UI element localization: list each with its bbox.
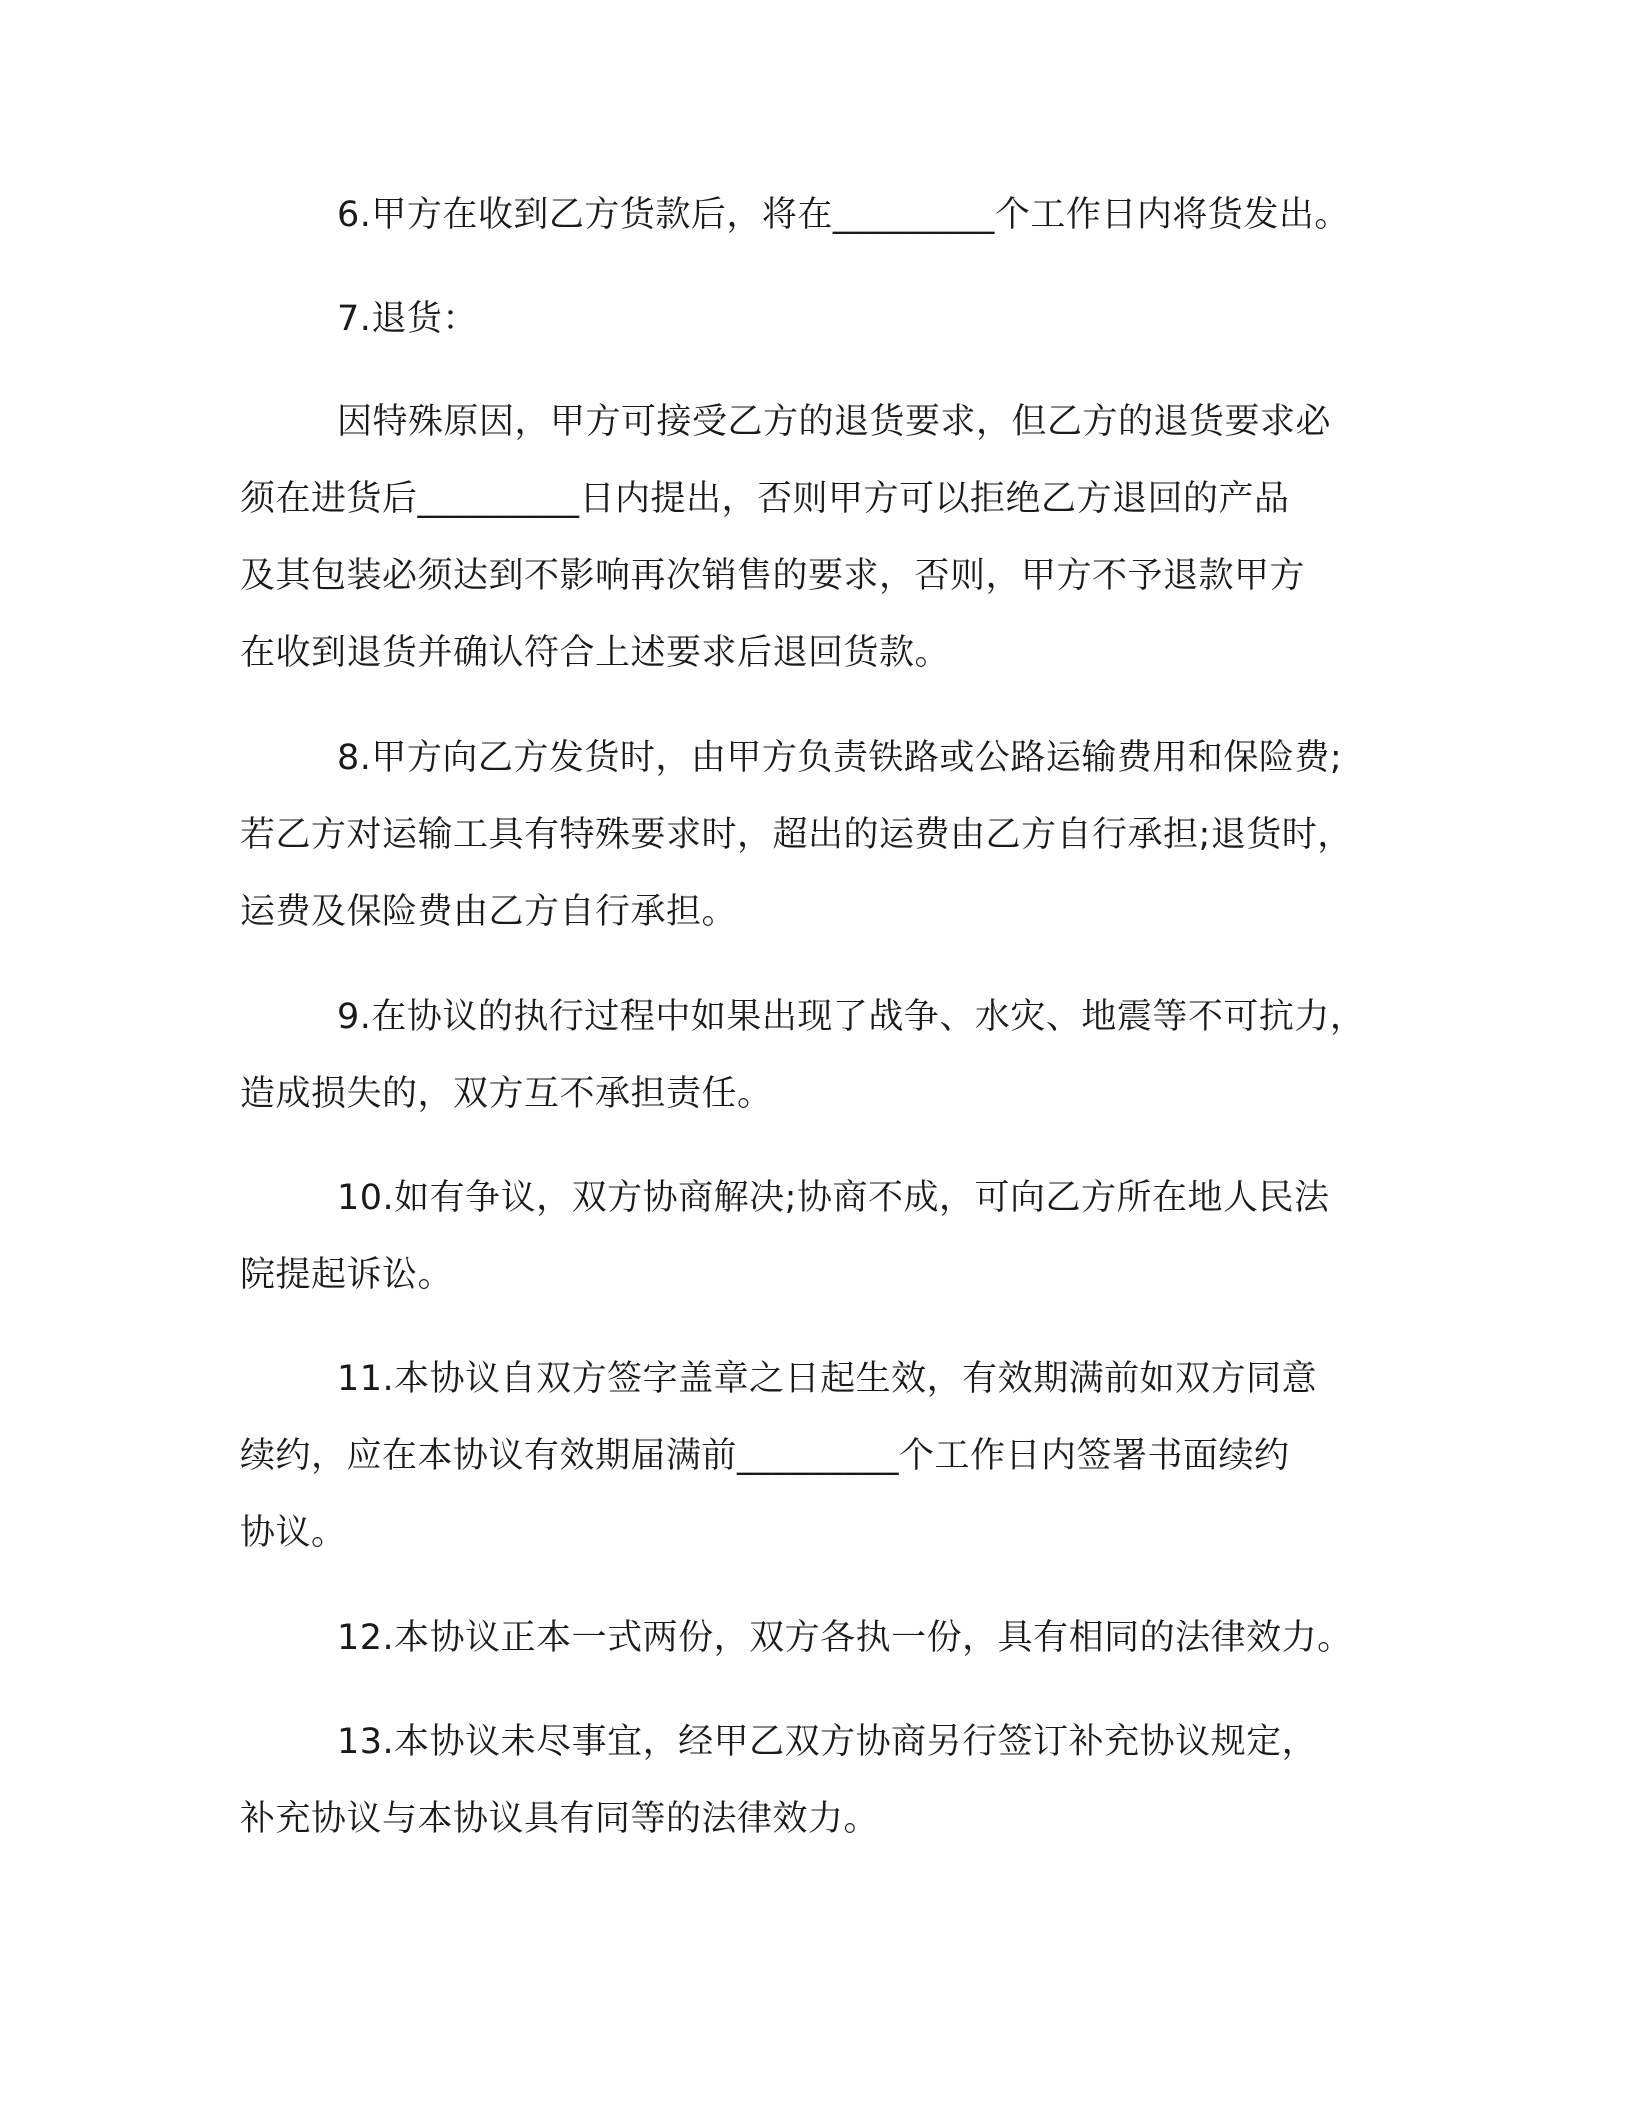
clause-line: 若乙方对运输工具有特殊要求时，超出的运费由乙方自行承担;退货时， (240, 815, 1353, 855)
clause-line: 7.退货： (337, 299, 478, 339)
clause-7-body (240, 384, 1400, 692)
clause-line: 8.甲方向乙方发货时，由甲方负责铁路或公路运输费用和保险费; (337, 738, 1343, 778)
clause-line: 10.如有争议，双方协商解决;协商不成，可向乙方所在地人民法 (337, 1178, 1330, 1218)
clause-line: 在收到退货并确认符合上述要求后退回货款。 (240, 633, 951, 673)
clause-line: 造成损失的，双方互不承担责任。 (240, 1074, 773, 1114)
clause-line: 运费及保险费由乙方自行承担。 (240, 892, 738, 932)
clause-line: 补充协议与本协议具有同等的法律效力。 (240, 1799, 880, 1839)
clause-line: 6.甲方在收到乙方货款后，将在_________个工作日内将货发出。 (337, 195, 1350, 235)
clause-line: 11.本协议自双方签字盖章之日起生效，有效期满前如双方同意 (337, 1359, 1318, 1399)
clause-10 (240, 1160, 1400, 1314)
clause-line: 因特殊原因，甲方可接受乙方的退货要求，但乙方的退货要求必 (337, 402, 1332, 442)
clause-line: 院提起诉讼。 (240, 1255, 454, 1295)
clause-line: 须在进货后_________日内提出，否则甲方可以拒绝乙方退回的产品 (240, 479, 1290, 519)
clause-line: 及其包装必须达到不影响再次销售的要求，否则，甲方不予退款甲方 (240, 556, 1306, 596)
clause-line: 13.本协议未尽事宜，经甲乙双方协商另行签订补充协议规定， (337, 1722, 1318, 1762)
clause-line: 12.本协议正本一式两份，双方各执一份，具有相同的法律效力。 (337, 1618, 1353, 1658)
clause-11 (240, 1341, 1400, 1572)
clause-9 (240, 979, 1400, 1133)
clause-line: 9.在协议的执行过程中如果出现了战争、水灾、地震等不可抗力， (337, 997, 1366, 1037)
clause-line: 协议。 (240, 1513, 347, 1553)
clause-8 (240, 720, 1400, 951)
clause-7-title (240, 281, 1400, 358)
clause-6 (240, 177, 1400, 254)
clause-line: 续约，应在本协议有效期届满前_________个工作日内签署书面续约 (240, 1436, 1290, 1476)
clause-13 (240, 1704, 1400, 1858)
clause-12 (240, 1600, 1400, 1677)
